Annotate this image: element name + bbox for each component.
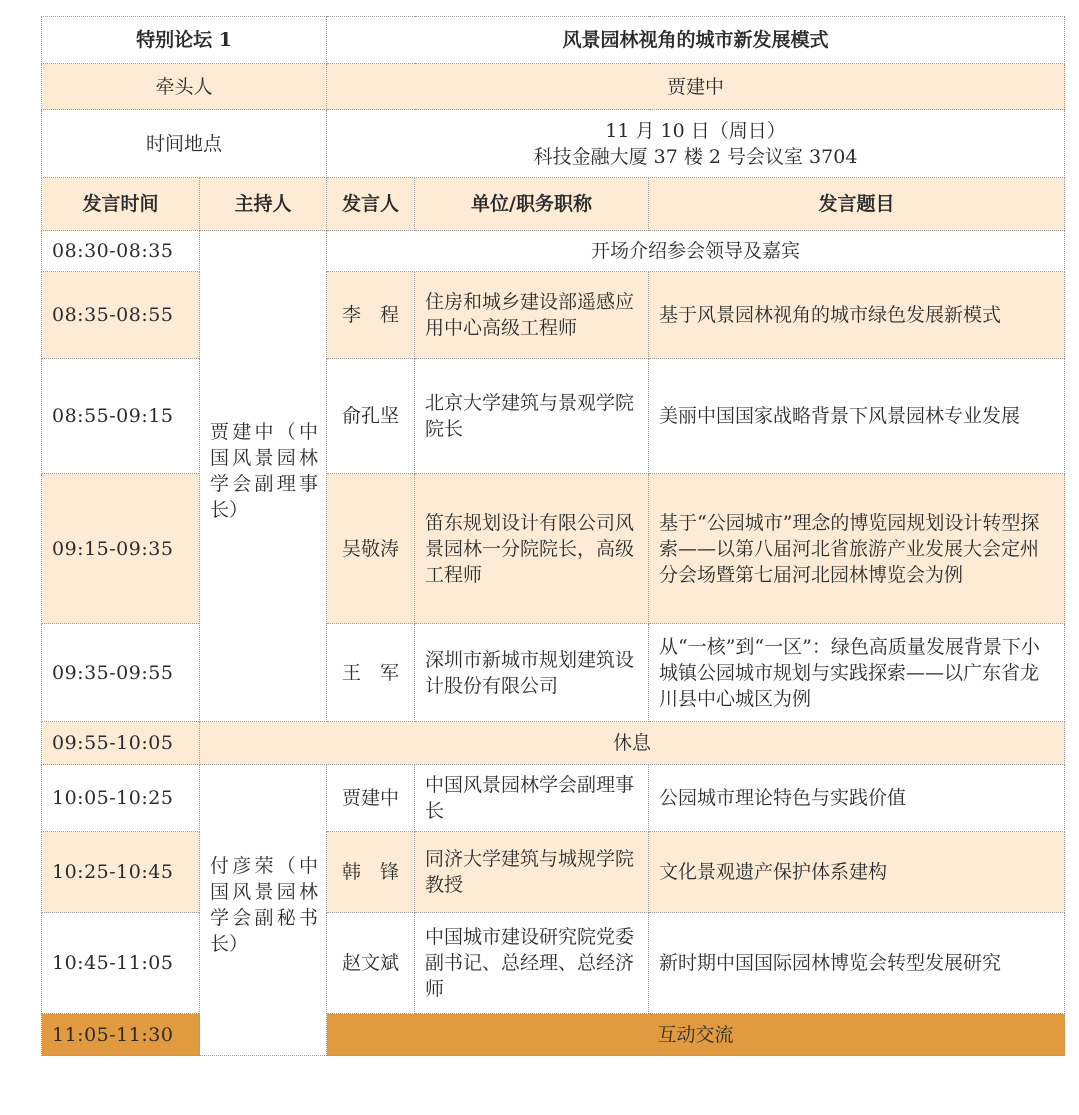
column-header-row	[42, 178, 1065, 231]
row-time: 09:55-10:05	[42, 722, 200, 765]
table-row-closing	[42, 1014, 1065, 1056]
row-topic: 文化景观遗产保护体系建构	[649, 832, 1065, 913]
table-row	[42, 474, 1065, 624]
table-row	[42, 624, 1065, 722]
row-topic: 美丽中国国家战略背景下风景园林专业发展	[649, 359, 1065, 474]
header-speaker: 发言人	[327, 178, 415, 231]
forum-title: 风景园林视角的城市新发展模式	[327, 17, 1065, 64]
row-time: 10:05-10:25	[42, 765, 200, 832]
forum-title-row	[42, 17, 1065, 64]
time-place-label: 时间地点	[42, 110, 327, 178]
forum-date: 11 月 10 日（周日）	[605, 119, 786, 142]
header-affiliation: 单位/职务职称	[415, 178, 649, 231]
row-speaker: 韩 锋	[327, 832, 415, 913]
table-row	[42, 765, 1065, 832]
table-row	[42, 231, 1065, 272]
row-topic: 开场介绍参会领导及嘉宾	[327, 231, 1065, 272]
row-affiliation: 住房和城乡建设部遥感应用中心高级工程师	[415, 272, 649, 359]
row-affiliation: 中国城市建设研究院党委副书记、总经理、总经济师	[415, 913, 649, 1014]
row-speaker: 贾建中	[327, 765, 415, 832]
row-affiliation: 深圳市新城市规划建筑设计股份有限公司	[415, 624, 649, 722]
row-time: 08:30-08:35	[42, 231, 200, 272]
row-time: 10:25-10:45	[42, 832, 200, 913]
row-affiliation: 笛东规划设计有限公司风景园林一分院院长，高级工程师	[415, 474, 649, 624]
row-speaker: 赵文斌	[327, 913, 415, 1014]
row-speaker: 李 程	[327, 272, 415, 359]
header-host: 主持人	[200, 178, 327, 231]
row-topic: 互动交流	[327, 1014, 1065, 1056]
row-topic: 从“一核”到“一区”：绿色高质量发展背景下小城镇公园城市规划与实践探索——以广东省龙川县中心城区为例	[649, 624, 1065, 722]
lead-name: 贾建中	[327, 64, 1065, 110]
time-place-row	[42, 110, 1065, 178]
table-row	[42, 832, 1065, 913]
row-time: 08:35-08:55	[42, 272, 200, 359]
forum-venue: 科技金融大厦 37 楼 2 号会议室 3704	[533, 145, 858, 168]
table-row-break	[42, 722, 1065, 765]
row-topic: 公园城市理论特色与实践价值	[649, 765, 1065, 832]
row-speaker: 俞孔坚	[327, 359, 415, 474]
table-row	[42, 359, 1065, 474]
forum-label: 特别论坛 1	[42, 17, 327, 64]
table-row	[42, 913, 1065, 1014]
row-speaker: 王 军	[327, 624, 415, 722]
row-affiliation: 中国风景园林学会副理事长	[415, 765, 649, 832]
host-second-text: 付彦荣（中国风景园林学会副秘书长）	[210, 855, 318, 955]
row-time: 09:15-09:35	[42, 474, 200, 624]
row-topic: 基于“公园城市”理念的博览园规划设计转型探索——以第八届河北省旅游产业发展大会定州分会场暨第七届河北园林博览会为例	[649, 474, 1065, 624]
row-topic: 基于风景园林视角的城市绿色发展新模式	[649, 272, 1065, 359]
forum-schedule-table	[41, 16, 1065, 1056]
row-affiliation: 同济大学建筑与城规学院教授	[415, 832, 649, 913]
row-time: 08:55-09:15	[42, 359, 200, 474]
lead-label: 牵头人	[42, 64, 327, 110]
row-topic: 新时期中国国际园林博览会转型发展研究	[649, 913, 1065, 1014]
row-time: 10:45-11:05	[42, 913, 200, 1014]
header-topic: 发言题目	[649, 178, 1065, 231]
host-first-text: 贾建中（中国风景园林学会副理事长）	[210, 421, 318, 521]
table-row	[42, 272, 1065, 359]
row-speaker: 吴敬涛	[327, 474, 415, 624]
header-time: 发言时间	[42, 178, 200, 231]
time-place-value	[327, 110, 1065, 178]
row-time: 09:35-09:55	[42, 624, 200, 722]
row-topic: 休息	[200, 722, 1065, 765]
row-time: 11:05-11:30	[42, 1014, 200, 1056]
row-affiliation: 北京大学建筑与景观学院院长	[415, 359, 649, 474]
forum-lead-row	[42, 64, 1065, 110]
host-first	[200, 231, 327, 722]
host-second	[200, 765, 327, 1056]
